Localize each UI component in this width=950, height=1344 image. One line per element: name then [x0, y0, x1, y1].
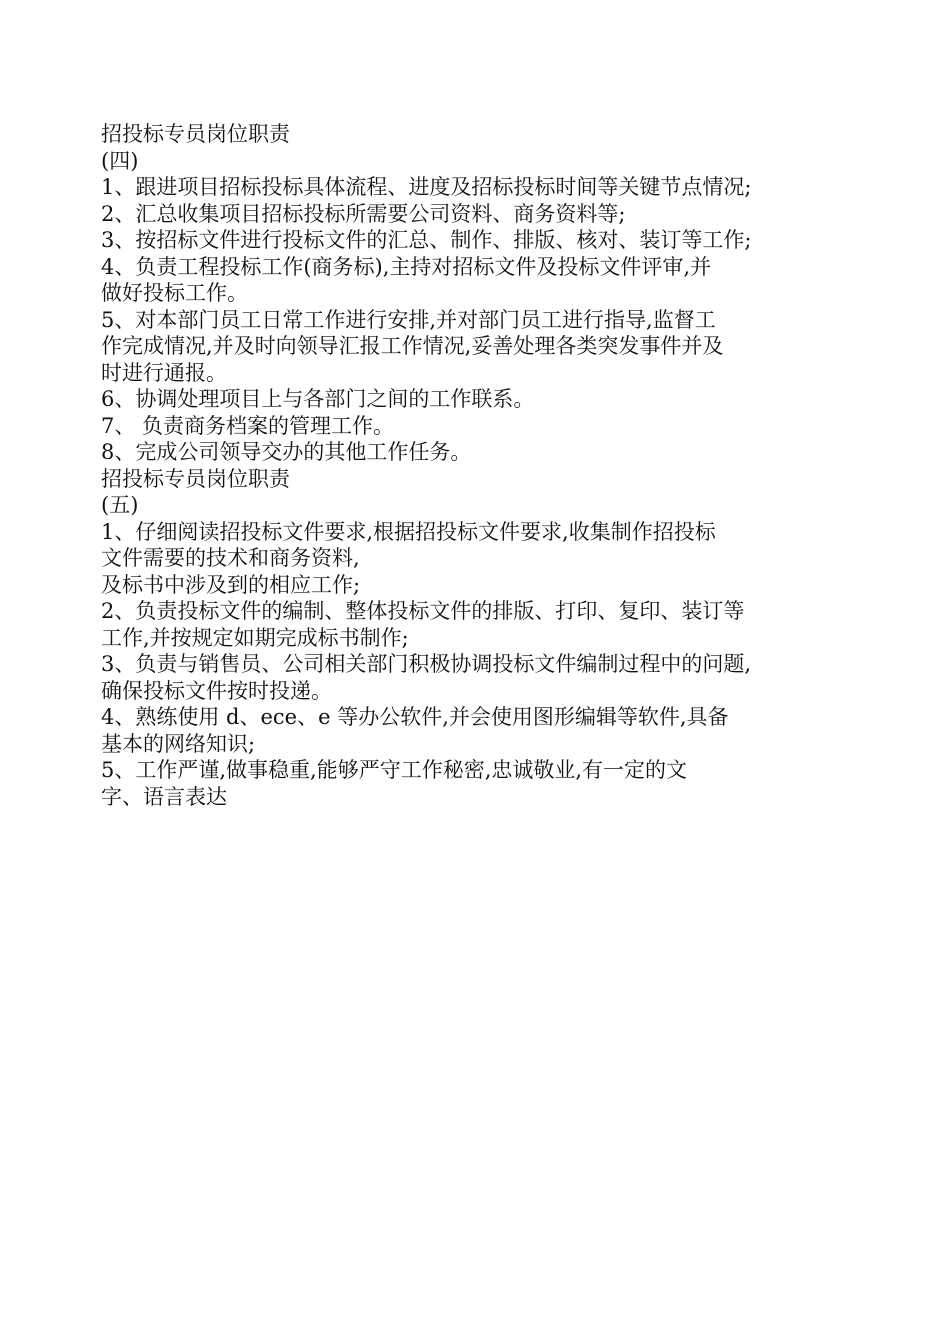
requirement-line: 1、仔细阅读招投标文件要求,根据招投标文件要求,收集制作招投标: [101, 519, 716, 544]
requirement-line: 及标书中涉及到的相应工作;: [101, 572, 361, 597]
requirement-line: 4、熟练使用 d、ece、e 等办公软件,并会使用图形编辑等软件,具备: [101, 705, 729, 729]
duty-line: 4、负责工程投标工作(商务标),主持对招标文件及投标文件评审,并: [101, 254, 712, 279]
requirement-line: 确保投标文件按时投递。: [101, 678, 332, 703]
section-subtitle: (五): [101, 493, 139, 517]
section-4: [101, 121, 861, 466]
duty-line: 3、按招标文件进行投标文件的汇总、制作、排版、核对、装订等工作;: [101, 228, 752, 252]
duty-line: 作完成情况,并及时向领导汇报工作情况,妥善处理各类突发事件并及: [101, 334, 724, 358]
document-body: [101, 121, 861, 810]
duty-line: 8、完成公司领导交办的其他工作任务。: [101, 440, 472, 464]
duty-line: 1、跟进项目招标投标具体流程、进度及招标投标时间等关键节点情况;: [101, 175, 752, 199]
duty-line: 6、协调处理项目上与各部门之间的工作联系。: [101, 387, 535, 411]
duty-line: 做好投标工作。: [101, 281, 248, 305]
duty-line: 7、 负责商务档案的管理工作。: [101, 413, 395, 438]
requirement-line: 2、负责投标文件的编制、整体投标文件的排版、打印、复印、装订等: [101, 599, 745, 623]
section-title: 招投标专员岗位职责: [101, 466, 290, 491]
duty-line: 5、对本部门员工日常工作进行安排,并对部门员工进行指导,监督工: [101, 307, 716, 332]
duty-line: 时进行通报。: [101, 360, 227, 385]
section-title: 招投标专员岗位职责: [101, 122, 290, 146]
requirement-line: 3、负责与销售员、公司相关部门积极协调投标文件编制过程中的问题,: [101, 652, 752, 676]
section-5: [101, 466, 861, 811]
requirement-line: 文件需要的技术和商务资料,: [101, 546, 360, 570]
requirement-line: 工作,并按规定如期完成标书制作;: [101, 625, 409, 650]
section-subtitle: (四): [101, 148, 139, 173]
requirement-line: 5、工作严谨,做事稳重,能够严守工作秘密,忠诚敬业,有一定的文: [101, 758, 688, 782]
duty-line: 2、汇总收集项目招标投标所需要公司资料、商务资料等;: [101, 201, 626, 226]
requirement-line: 基本的网络知识;: [101, 731, 256, 756]
requirement-line: 字、语言表达: [101, 784, 227, 809]
